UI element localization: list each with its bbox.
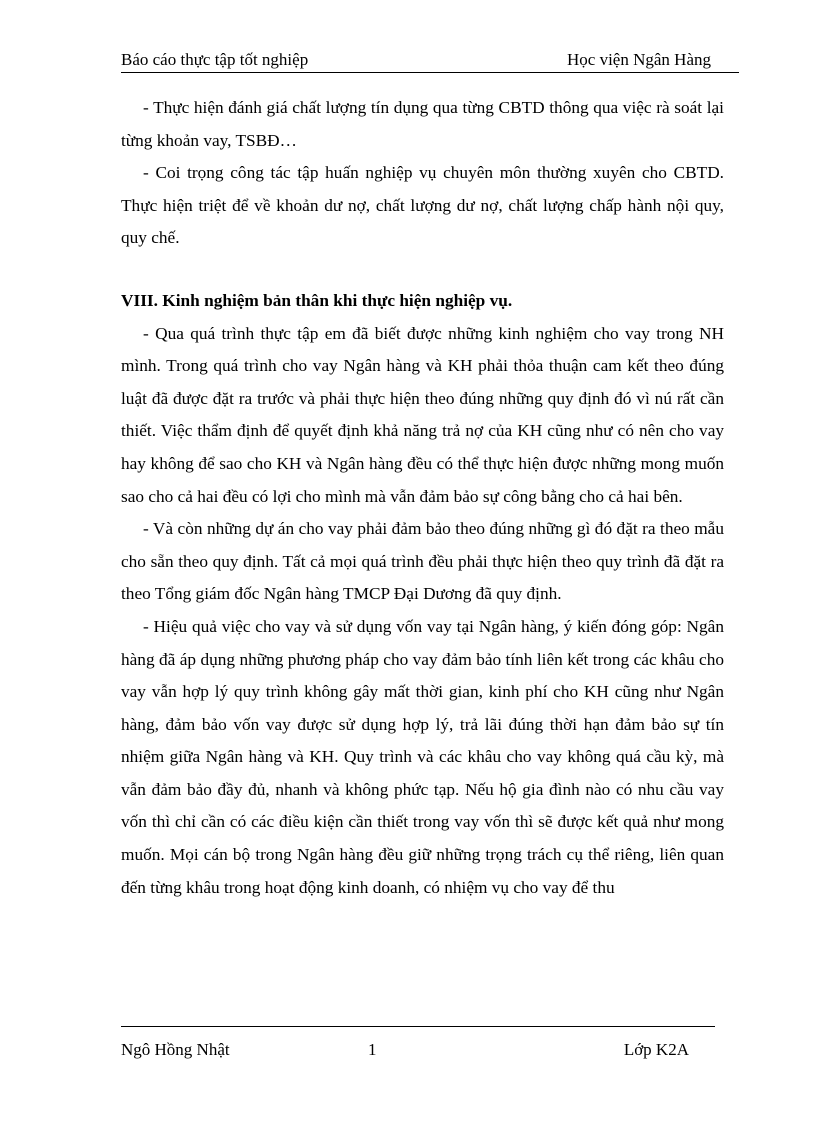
institution-name: Học viện Ngân Hàng (567, 50, 711, 69)
paragraph: - Và còn những dự án cho vay phải đảm bảo theo đúng những gì đó đặt ra theo mẫu cho sẵn theo quy định. Tất cả mọi quá trình đều phải thực hiện theo quy trình đã đặt ra theo Tổng giám đốc Ngân hàng TMCP Đại Dương đã quy định. (121, 519, 724, 604)
section-heading: VIII. Kinh nghiệm bản thân khi thực hiện nghiệp vụ. (121, 290, 513, 310)
paragraph: - Coi trọng công tác tập huấn nghiệp vụ chuyên môn thường xuyên cho CBTD. Thực hiện triệt để về khoản dư nợ, chất lượng dư nợ, chất lượng chấp hành nội quy, quy chế. (121, 163, 724, 248)
paragraph: - Hiệu quả việc cho vay và sử dụng vốn vay tại Ngân hàng, ý kiến đóng góp: Ngân hàng đã áp dụng những phương pháp cho vay đảm bảo tính liên kết trong các khâu cho vay vẫn hợp lý quy trình không gây mất thời gian, kinh phí cho KH cũng như Ngân hàng, đảm bảo vốn vay được sử dụng hợp lý, trả lãi đúng thời hạn đảm bảo sự tín nhiệm giữa Ngân hàng và KH. Quy trình và các khâu cho vay không quá cầu kỳ, mà vẫn đảm bảo đầy đủ, nhanh và không phức tạp. Nếu hộ gia đình nào có nhu cầu vay vốn thì chỉ cần có các điều kiện cần thiết trong vay vốn thì sẽ được kết quả như mong muốn. Mọi cán bộ trong Ngân hàng đều giữ những trọng trách cụ thể riêng, liên quan đến từng khâu trong hoạt động kinh doanh, có nhiệm vụ cho vay để thu (121, 616, 724, 897)
page-footer (121, 1040, 715, 1064)
footer-divider (121, 1026, 715, 1027)
class-label: Lớp K2A (623, 1040, 689, 1059)
report-title: Báo cáo thực tập tốt nghiệp (121, 50, 309, 69)
paragraph: - Qua quá trình thực tập em đã biết được những kinh nghiệm cho vay trong NH mình. Trong quá trình cho vay Ngân hàng và KH phải thỏa thuận cam kết theo đúng luật đã được đặt ra trước và phải thực hiện theo đúng những quy định đó vì nú rất cần thiết. Việc thẩm định để quyết định khả năng trả nợ của KH cũng như có nên cho vay hay không để sao cho KH và Ngân hàng đều có thể thực hiện được những mong muốn sao cho cả hai đều có lợi cho mình mà vẫn đảm bảo sự công bằng cho cả hai bên. (121, 323, 724, 506)
author-name: Ngô Hồng Nhật (121, 1040, 230, 1059)
paragraph: - Thực hiện đánh giá chất lượng tín dụng qua từng CBTD thông qua việc rà soát lại từng khoản vay, TSBĐ… (121, 98, 724, 150)
document-body (121, 92, 724, 904)
page-header (121, 48, 739, 73)
page-number: 1 (368, 1040, 377, 1059)
spacer (121, 255, 724, 285)
